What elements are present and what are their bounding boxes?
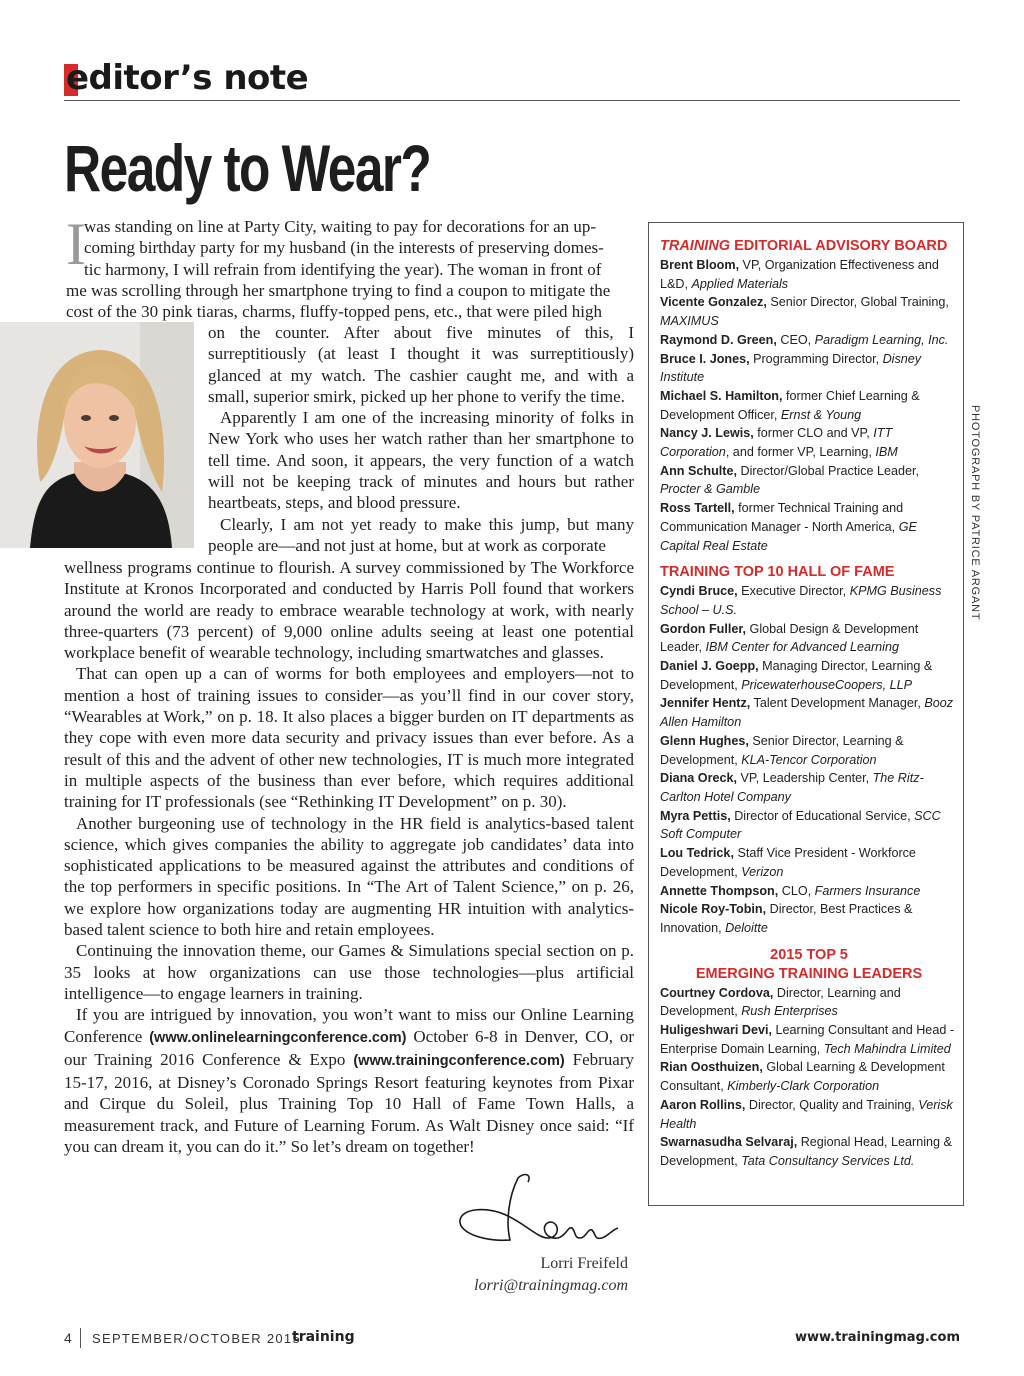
member-role: , and former VP, Learning,: [725, 445, 876, 460]
member-role: former Chief Learning & Development Officer,: [660, 388, 920, 422]
opening-line: cost of the 30 pink tiaras, charms, fluffy-topped pens, etc., that were piled high: [66, 302, 602, 322]
member-name: Ann Schulte,: [660, 463, 737, 478]
member-name: Raymond D. Green,: [660, 332, 777, 347]
member-organization: Tata Consultancy Services Ltd.: [741, 1153, 915, 1168]
paragraph: on the counter. After about five minutes of this, I surreptitiously (at least I thought it was surreptitiously) glanced at my watch. The cashier caught me, and with a small, superior smirk, picked up her phone to verify the time.: [208, 323, 634, 406]
paragraph: Apparently I am one of the increasing minority of folks in New York who uses her watch rather than her smartphone to tell time. And soon, it appears, the very function of a watch will not be keeping track of minutes and hours but rather heartbeats, steps, and blood pressure.: [208, 408, 634, 513]
paragraph-text: October 6-8 in Denver, CO, or our Training 2016 Conference & Expo: [64, 1026, 635, 1069]
paragraph-text: February 15-17, 2016, at Disney’s Coronado Springs Resort featuring keynotes from Pixar and Cirque du Soleil, plus Training Top 10 Hall of Fame Town Halls, a measurement track, and Future of Learning Forum. As Walt Disney once said: “If you can dream it, you can do it.” So let’s dream on together!: [64, 1049, 635, 1157]
opening-line: me was scrolling through her smartphone trying to find a coupon to mitigate the: [66, 280, 611, 300]
member-role: Executive Director,: [737, 584, 850, 599]
board-member-entry: [660, 424, 958, 461]
paragraph-text: If you are intrigued by innovation, you won’t want to miss our Online Learning Conference: [64, 1005, 634, 1046]
board-member-entry: [660, 732, 958, 769]
member-organization: ITT Corporation: [660, 426, 893, 460]
board-member-entry: [660, 694, 958, 731]
member-organization: Applied Materials: [691, 276, 789, 291]
member-organization: Verisk Health: [660, 1097, 953, 1131]
emerging-leaders-list: [660, 984, 958, 1171]
member-organization: MAXIMUS: [660, 314, 719, 329]
member-role: Managing Director, Learning & Development,: [660, 659, 933, 692]
author-portrait-image: [0, 322, 194, 548]
member-role: Learning Consultant and Head - Enterprise Domain Learning,: [660, 1023, 955, 1056]
member-role: Director, Best Practices & Innovation,: [660, 902, 913, 935]
member-name: Gordon Fuller,: [660, 621, 747, 636]
member-organization: IBM: [875, 445, 898, 460]
member-organization: IBM Center for Advanced Learning: [705, 640, 899, 655]
board-member-entry: [660, 657, 958, 694]
member-organization: The Ritz-Carlton Hotel Company: [660, 771, 924, 804]
member-role: Director of Educational Service,: [730, 808, 915, 823]
article-text-beside-photo: [208, 322, 634, 556]
issue-date: SEPTEMBER/OCTOBER 2015: [92, 1331, 301, 1346]
board-member-entry: [660, 620, 958, 657]
board-member-entry: [660, 807, 958, 844]
member-role: Global Learning & Development Consultant,: [660, 1060, 945, 1094]
member-name: Jennifer Hentz,: [660, 696, 751, 711]
board-member-entry: [660, 984, 958, 1021]
advisory-board-sidebar: [648, 222, 964, 1206]
member-name: Annette Thompson,: [660, 883, 779, 898]
member-name: Ross Tartell,: [660, 501, 735, 516]
board-member-entry: [660, 844, 958, 881]
member-role: CEO,: [776, 332, 815, 347]
member-organization: Paradigm Learning, Inc.: [814, 332, 949, 347]
member-organization: SCC Soft Computer: [660, 808, 941, 842]
opening-line: coming birthday party for my husband (in the interests of preserving domes-: [84, 238, 604, 258]
conference-link[interactable]: (www.onlinelearningconference.com): [149, 1029, 407, 1046]
member-name: Nancy J. Lewis,: [660, 426, 754, 441]
member-role: CLO,: [778, 883, 815, 898]
member-name: Cyndi Bruce,: [660, 584, 738, 599]
member-role: Regional Head, Learning & Development,: [660, 1135, 952, 1168]
photo-credit: PHOTOGRAPH BY PATRICE ARGANT: [969, 405, 981, 621]
member-name: Vicente Gonzalez,: [660, 295, 767, 310]
signature-image: [448, 1168, 628, 1254]
author-email[interactable]: lorri@trainingmag.com: [474, 1277, 628, 1294]
footer-divider: [80, 1328, 81, 1348]
article-headline: Ready to Wear?: [64, 131, 431, 205]
member-name: Michael S. Hamilton,: [660, 388, 783, 403]
member-organization: KLA-Tencor Corporation: [741, 752, 877, 767]
member-organization: Deloitte: [725, 920, 768, 935]
member-role: Director/Global Practice Leader,: [736, 463, 919, 478]
emerging-leaders-heading: 2015 TOP 5: [770, 946, 848, 963]
drop-cap: I: [66, 211, 86, 277]
member-role: Director, Learning and Development,: [660, 985, 901, 1019]
advisory-board-list: [660, 256, 958, 555]
member-organization: Disney Institute: [660, 351, 922, 385]
member-organization: Ernst & Young: [780, 407, 862, 422]
paragraph: Continuing the innovation theme, our Games & Simulations special section on p. 35 looks at how organizations can use those technologies—plus artificial intelligence—to engage learners in training.: [64, 941, 634, 1003]
paragraph: Clearly, I am not yet ready to make this jump, but many people are—and not just at home, but at work as corporate: [208, 514, 634, 555]
member-organization: Verizon: [741, 864, 784, 879]
member-name: Bruce I. Jones,: [660, 351, 750, 366]
member-name: Nicole Roy-Tobin,: [660, 902, 767, 917]
member-organization: Procter & Gamble: [660, 482, 761, 497]
paragraph: wellness programs continue to flourish. A survey commissioned by The Workforce Institute at Kronos Incorporated and conducted by Harris Poll found that workers around the world are ready to embrace wearable technology at work, with nearly three-quarters (73 percent) of 9,000 online adults seeing at least one potential workplace benefit of wearable technology, including smartwatches and glasses.: [64, 558, 634, 663]
board-member-entry: [660, 769, 958, 806]
member-name: Rian Oosthuizen,: [660, 1060, 763, 1075]
member-role: Senior Director, Global Training,: [766, 295, 949, 310]
member-role: former Technical Training and Communication Manager - North America,: [660, 501, 904, 534]
paragraph: Another burgeoning use of technology in the HR field is analytics-based talent science, which gives companies the ability to aggregate job candidates’ data into sophisticated applications to be measured against the attributes and conditions of the top performers in specific positions. In “The Art of Talent Science,” on p. 26, we explore how organizations today are augmenting HR intuition with analytics-based talent science to both hire and retain employees.: [64, 813, 634, 940]
member-organization: Farmers Insurance: [814, 883, 921, 898]
board-member-entry: [660, 350, 958, 387]
hall-of-fame-heading: TRAINING TOP 10 HALL OF FAME: [660, 564, 895, 581]
member-role: VP, Leadership Center,: [737, 771, 873, 786]
board-member-entry: [660, 882, 958, 901]
board-member-entry: [660, 331, 958, 350]
member-name: Diana Oreck,: [660, 771, 738, 786]
board-member-entry: [660, 900, 958, 937]
page-number: 4: [64, 1330, 72, 1346]
member-name: Aaron Rollins,: [660, 1097, 746, 1112]
member-organization: GE Capital Real Estate: [660, 519, 917, 553]
section-header: [64, 60, 960, 101]
author-name: Lorri Freifeld: [540, 1255, 628, 1272]
board-member-entry: [660, 1058, 958, 1095]
member-name: Myra Pettis,: [660, 808, 731, 823]
member-role: Senior Director, Learning & Development,: [660, 733, 904, 767]
article-body: [64, 557, 634, 1157]
board-member-entry: [660, 1096, 958, 1133]
member-organization: Rush Enterprises: [741, 1004, 838, 1019]
member-organization: Booz Allen Hamilton: [660, 696, 954, 730]
member-name: Lou Tedrick,: [660, 846, 734, 861]
article-opening: [66, 211, 634, 322]
member-organization: KPMG Business School – U.S.: [660, 584, 942, 617]
member-name: Glenn Hughes,: [660, 733, 749, 748]
member-role: Programming Director,: [749, 351, 883, 366]
member-organization: Kimberly-Clark Corporation: [727, 1079, 880, 1094]
board-member-entry: [660, 387, 958, 424]
board-member-entry: [660, 462, 958, 499]
website-link[interactable]: www.trainingmag.com: [794, 1330, 960, 1345]
opening-line: was standing on line at Party City, waiting to pay for decorations for an up-: [84, 217, 597, 236]
member-role: Global Design & Development Leader,: [660, 621, 919, 655]
member-role: Staff Vice President - Workforce Development,: [660, 846, 916, 879]
member-name: Courtney Cordova,: [660, 985, 774, 1000]
heading-italic: TRAINING: [660, 238, 731, 254]
paragraph: [64, 1004, 634, 1157]
section-kicker: editor’s note: [66, 58, 309, 98]
advisory-board-heading: [660, 237, 958, 256]
board-member-entry: [660, 1133, 958, 1170]
member-name: Huligeshwari Devi,: [660, 1023, 772, 1038]
member-name: Daniel J. Goepp,: [660, 659, 759, 674]
member-role: former CLO and VP,: [753, 426, 874, 441]
member-organization: Tech Mahindra Limited: [823, 1041, 951, 1056]
member-role: VP, Organization Effectiveness and L&D,: [660, 258, 939, 291]
emerging-leaders-heading: EMERGING TRAINING LEADERS: [695, 965, 923, 982]
member-role: Talent Development Manager,: [750, 696, 925, 711]
member-organization: PricewaterhouseCoopers, LLP: [741, 677, 913, 692]
member-role: Director, Quality and Training,: [745, 1097, 919, 1112]
paragraph: That can open up a can of worms for both employees and employers—not to mention a host of training issues to consider—as you’ll find in our cover story, “Wearables at Work,” on p. 18. It also places a bigger burden on IT departments as they cope with even more data security and privacy issues than ever before. As a result of this and the advent of other new technologies, IT is much more integrated in multiple aspects of the business than ever before, which requires additional training for IT professionals (see “Rethinking IT Development” on p. 30).: [64, 664, 634, 812]
member-name: Swarnasudha Selvaraj,: [660, 1135, 798, 1150]
board-member-entry: [660, 499, 958, 555]
author-photo: [0, 322, 194, 548]
magazine-brand: training: [292, 1329, 355, 1345]
hall-of-fame-list: [660, 582, 958, 937]
opening-line: tic harmony, I will refrain from identifying the year). The woman in front of: [84, 259, 602, 279]
board-member-entry: [660, 1021, 958, 1058]
heading-text: EDITORIAL ADVISORY BOARD: [730, 238, 948, 254]
page-footer: [64, 1328, 960, 1350]
board-member-entry: [660, 293, 958, 330]
conference-link[interactable]: (www.trainingconference.com): [353, 1052, 565, 1069]
member-name: Brent Bloom,: [660, 258, 740, 272]
board-member-entry: [660, 582, 958, 619]
board-member-entry: [660, 256, 958, 293]
